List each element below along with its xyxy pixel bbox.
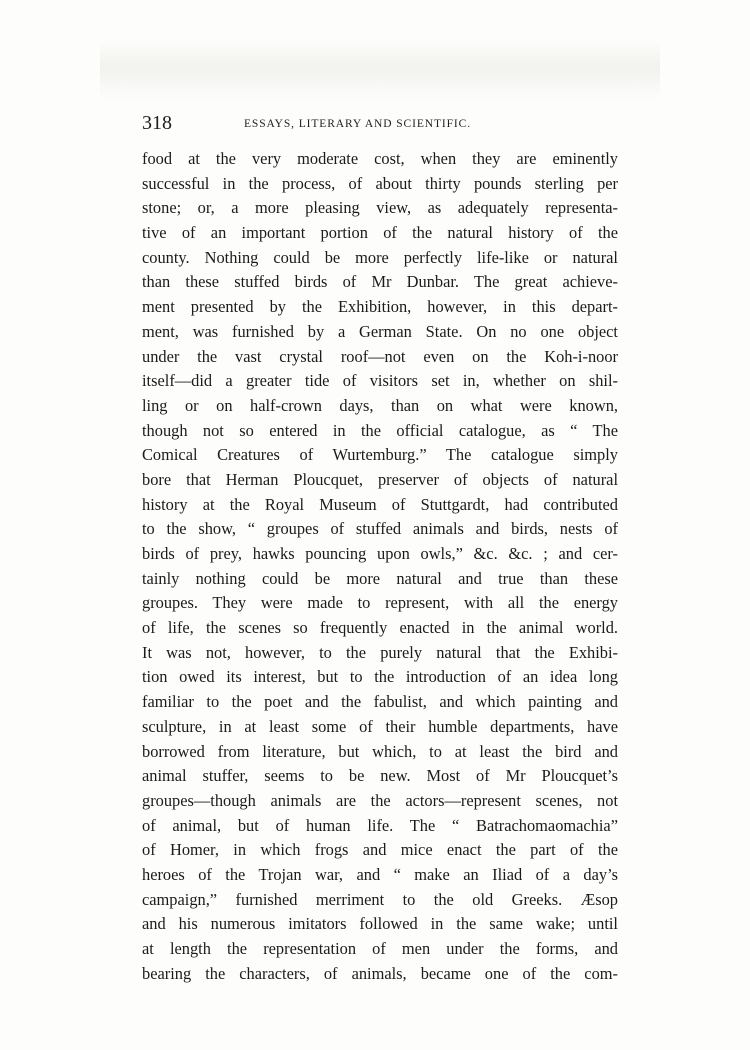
text-line: tion owed its interest, but to the introduction of an idea long xyxy=(142,667,618,687)
text-line: bore that Herman Ploucquet, preserver of objects of natural xyxy=(142,469,618,489)
text-line: familiar to the poet and the fabulist, and which painting and xyxy=(142,692,618,712)
text-line: though not so entered in the official catalogue, as “ The xyxy=(142,420,618,440)
text-line: ling or on half-crown days, than on what were known, xyxy=(142,395,618,415)
text-line: groupes. They were made to represent, with all the energy xyxy=(142,593,618,613)
text-line: itself—did a greater tide of visitors set in, whether on shil- xyxy=(142,371,618,391)
text-line: of Homer, in which frogs and mice enact the part of the xyxy=(142,840,618,860)
text-line: ment, was furnished by a German State. On no one object xyxy=(142,321,618,341)
text-line: ment presented by the Exhibition, however, in this depart- xyxy=(142,297,618,317)
text-line: under the vast crystal roof—not even on the Koh-i-noor xyxy=(142,346,618,366)
text-line: than these stuffed birds of Mr Dunbar. The great achieve- xyxy=(142,272,618,292)
text-line: history at the Royal Museum of Stuttgardt, had contributed xyxy=(142,494,618,514)
text-line: animal stuffer, seems to be new. Most of Mr Ploucquet’s xyxy=(142,766,618,786)
text-line: of animal, but of human life. The “ Batrachomaomachia” xyxy=(142,815,618,835)
running-title: ESSAYS, LITERARY AND SCIENTIFIC. xyxy=(244,118,471,130)
text-line: birds of prey, hawks pouncing upon owls,” &c. &c. ; and cer- xyxy=(142,544,618,563)
text-line: tainly nothing could be more natural and true than these xyxy=(142,568,618,588)
text-line: tive of an important portion of the natural history of the xyxy=(142,223,618,243)
scan-shadow xyxy=(100,40,660,100)
body-text xyxy=(142,147,618,986)
text-line: and his numerous imitators followed in the same wake; until xyxy=(142,914,618,934)
text-line: sculpture, in at least some of their humble departments, have xyxy=(142,716,618,736)
text-line: It was not, however, to the purely natural that the Exhibi- xyxy=(142,642,618,662)
running-head xyxy=(142,111,612,135)
text-line: heroes of the Trojan war, and “ make an Iliad of a day’s xyxy=(142,864,618,884)
text-line: successful in the process, of about thirty pounds sterling per xyxy=(142,173,618,193)
text-line: county. Nothing could be more perfectly life-like or natural xyxy=(142,247,618,267)
text-line: food at the very moderate cost, when they are eminently xyxy=(142,149,618,168)
text-line: at length the representation of men under the forms, and xyxy=(142,939,618,958)
text-line: of life, the scenes so frequently enacted in the animal world. xyxy=(142,618,618,638)
text-line: Comical Creatures of Wurtemburg.” The catalogue simply xyxy=(142,445,618,465)
text-line: bearing the characters, of animals, became one of the com- xyxy=(142,963,618,983)
text-line: to the show, “ groupes of stuffed animals and birds, nests of xyxy=(142,519,618,539)
text-line: borrowed from literature, but which, to at least the bird and xyxy=(142,741,618,761)
text-line: stone; or, a more pleasing view, as adequately representa- xyxy=(142,198,618,218)
text-line: groupes—though animals are the actors—represent scenes, not xyxy=(142,790,618,810)
text-line: campaign,” furnished merriment to the old Greeks. Æsop xyxy=(142,889,618,909)
page-number: 318 xyxy=(142,112,172,134)
